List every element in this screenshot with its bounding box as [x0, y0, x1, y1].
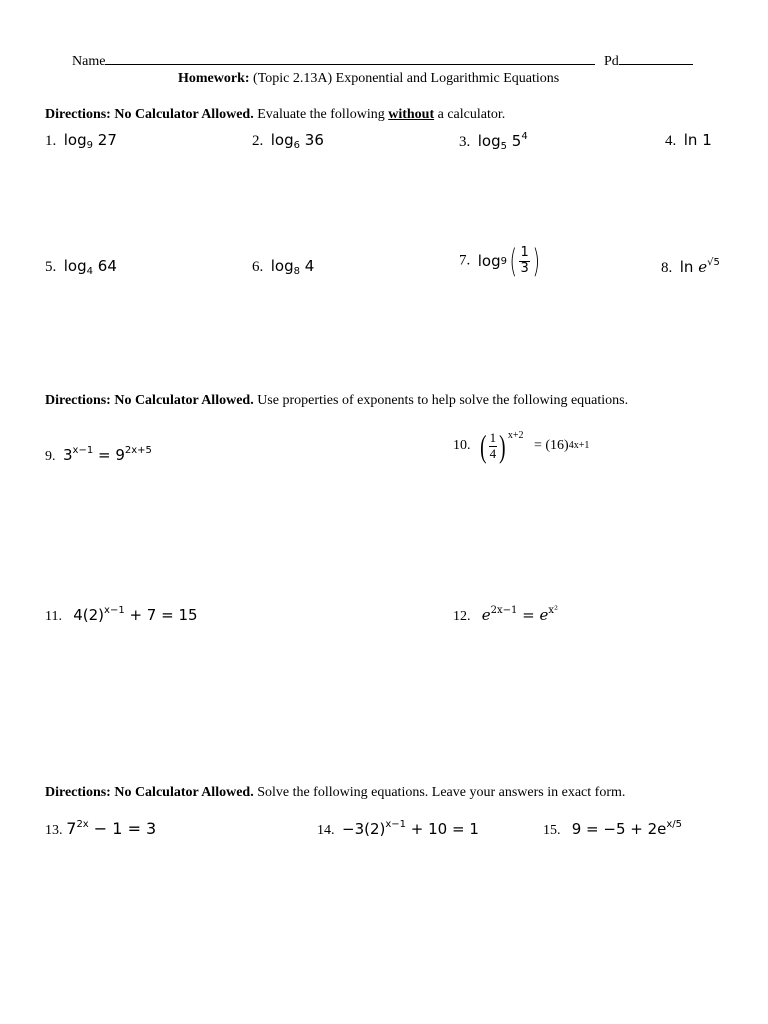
pd-label: Pd: [604, 54, 619, 69]
base: 3: [63, 446, 73, 464]
problem-number: 12.: [453, 609, 471, 624]
fraction-denominator: 3: [520, 260, 529, 276]
exponent: x−1: [72, 445, 94, 456]
log-base: 9: [500, 255, 507, 267]
e-base: e: [481, 606, 491, 624]
exponent: x+2: [507, 430, 524, 441]
problem-number: 6.: [252, 259, 264, 275]
directions-3: [45, 785, 625, 801]
exponent: x−1: [104, 605, 125, 616]
directions-1: [45, 107, 505, 123]
term: − 1 = 3: [88, 819, 157, 838]
equals: =: [517, 606, 540, 624]
log-arg: 4: [304, 257, 315, 275]
name-blank[interactable]: [105, 53, 595, 65]
term: 9 = −5 + 2e: [571, 820, 667, 838]
log-fn: log: [63, 131, 87, 149]
problem-number: 14.: [317, 823, 335, 838]
problem-number: 9.: [45, 449, 56, 464]
title-bold: Homework:: [178, 71, 250, 86]
problem-14: [317, 819, 479, 839]
log-arg: 36: [304, 131, 324, 149]
title-rest: (Topic 2.13A) Exponential and Logarithmic Equations: [249, 71, 560, 86]
log-base: 6: [293, 140, 300, 151]
directions-2: [45, 393, 628, 409]
problem-11: [45, 605, 198, 625]
fraction: [489, 431, 498, 461]
problem-number: 5.: [45, 259, 57, 275]
problem-1: [45, 131, 117, 151]
problem-number: 4.: [665, 133, 677, 149]
directions-text: Solve the following equations. Leave your answers in exact form.: [253, 785, 626, 800]
exponent: 2x+5: [124, 445, 152, 456]
e-base: e: [698, 258, 708, 276]
directions-bold: Directions: No Calculator Allowed.: [45, 393, 254, 408]
fraction-numerator: 1: [520, 245, 529, 261]
problem-13: [45, 819, 156, 839]
log-fn: log: [477, 132, 501, 150]
right-paren: ): [532, 242, 540, 280]
directions-bold: Directions: No Calculator Allowed.: [45, 107, 254, 122]
fraction: [519, 246, 529, 276]
exponent: 2x−1: [490, 605, 518, 616]
directions-text: Use properties of exponents to help solve the following equations.: [253, 393, 629, 408]
left-paren: (: [509, 242, 517, 280]
name-line[interactable]: [72, 53, 595, 70]
problem-8: [661, 257, 720, 277]
problem-5: [45, 257, 117, 277]
term: + 10 = 1: [406, 820, 479, 838]
log-base: 9: [86, 140, 93, 151]
equals-rhs: = (16): [533, 438, 569, 453]
problem-number: 13.: [45, 823, 63, 838]
problem-number: 2.: [252, 133, 264, 149]
directions-text: Evaluate the following: [253, 107, 389, 122]
problem-number: 7.: [459, 252, 471, 269]
name-label: Name: [72, 54, 106, 69]
problem-number: 1.: [45, 133, 57, 149]
term: + 7 = 15: [124, 606, 198, 624]
exponent: 4: [521, 131, 528, 142]
base: 7: [66, 819, 77, 838]
log-base: 5: [500, 141, 507, 152]
equals: =: [93, 446, 116, 464]
base: 9: [115, 446, 125, 464]
page-title: [178, 71, 559, 87]
fraction-denominator: 4: [489, 445, 497, 461]
log-base: 8: [293, 266, 300, 277]
exponent: 4x+1: [568, 440, 590, 451]
term: −3(2): [342, 820, 386, 838]
log-fn: log: [270, 131, 294, 149]
problem-6: [252, 257, 314, 277]
log-arg: 64: [97, 257, 117, 275]
problem-3: [459, 131, 528, 152]
fraction-numerator: 1: [489, 430, 497, 446]
problem-2: [252, 131, 324, 151]
problem-number: 3.: [459, 134, 471, 150]
problem-10: [453, 430, 589, 462]
term: 4(2): [73, 606, 105, 624]
e-base: e: [539, 606, 549, 624]
log-arg: 27: [97, 131, 117, 149]
problem-7: [459, 242, 542, 280]
exponent: √5: [707, 257, 720, 268]
problem-number: 8.: [661, 260, 673, 276]
ln-fn: ln: [679, 258, 694, 276]
problem-4: [665, 131, 712, 150]
problem-15: [543, 819, 682, 839]
problem-number: 15.: [543, 823, 561, 838]
log-arg: 5: [511, 132, 522, 150]
log-fn: log: [63, 257, 87, 275]
log-fn: log: [477, 252, 501, 270]
exponent: x/5: [666, 819, 683, 830]
log-base: 4: [86, 266, 93, 277]
exponent: x−1: [385, 819, 407, 830]
period-line[interactable]: [604, 53, 693, 70]
log-fn: log: [270, 257, 294, 275]
problem-12: [453, 605, 558, 625]
directions-underlined: without: [388, 107, 435, 122]
left-paren: (: [480, 428, 487, 464]
exponent: 2x: [76, 819, 89, 830]
exponent: x²: [548, 605, 559, 616]
problem-number: 10.: [453, 438, 471, 453]
problem-9: [45, 445, 152, 465]
problem-number: 11.: [45, 609, 62, 624]
expression: ln 1: [683, 131, 712, 149]
pd-blank[interactable]: [619, 53, 693, 65]
right-paren: ): [499, 428, 506, 464]
directions-text: a calculator.: [434, 107, 506, 122]
directions-bold: Directions: No Calculator Allowed.: [45, 785, 254, 800]
